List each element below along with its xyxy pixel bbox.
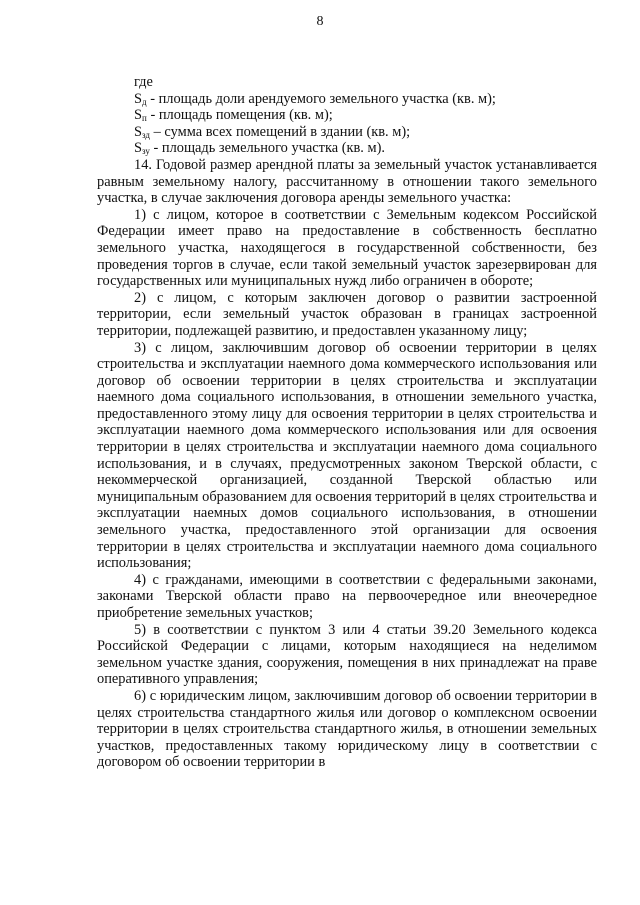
definition-symbol: S bbox=[134, 90, 143, 107]
list-item-1: 1) с лицом, которое в соответствии с Земельным кодексом Российской Федерации имеет право на предоставление в собственность бесплатно земельного участка, находящегося в государственной собственности, без проведения торгов в случае, если такой земельный участок зарезервирован для государственных или муниципальных нужд либо ограничен в обороте; bbox=[97, 206, 597, 290]
definition-text: - площадь земельного участка (кв. м). bbox=[149, 140, 385, 157]
definition-text: - площадь доли арендуемого земельного участка (кв. м); bbox=[146, 90, 496, 107]
definition-line bbox=[97, 107, 597, 124]
where-label: где bbox=[134, 74, 153, 90]
list-item-2: 2) с лицом, с которым заключен договор о развитии застроенной территории, если земельный участок образован в границах застроенной территории, подлежащей развитию, и предоставлен указанному лицу; bbox=[97, 289, 597, 339]
definition-subscript: п bbox=[142, 113, 147, 124]
list-item-6: 6) с юридическим лицом, заключившим договор об освоении территории в целях строительства стандартного жилья или договор о комплексном освоении территории в целях строительства стандартного жилья, в отношении земельных участков, предоставленных такому юридическому лицу в соответствии с договором об освоении территории в bbox=[97, 687, 597, 771]
paragraph-14: 14. Годовой размер арендной платы за земельный участок устанавливается равным земельному налогу, рассчитанному в отношении такого земельного участка, в случае заключения договора аренды земельного участка: bbox=[97, 156, 597, 207]
definition-subscript: д bbox=[142, 96, 147, 107]
document-body bbox=[97, 74, 597, 771]
list-item-3: 3) с лицом, заключившим договор об освоении территории в целях строительства и эксплуатации наемного дома коммерческого использования или договор об освоении территории в целях строительства и эксплуатации наемного дома социального использования, в отношении земельного участка, предоставленного этому лицу для освоения территории в целях строительства и эксплуатации наемного дома коммерческого использования или для освоения территории в целях строительства и эксплуатации наемного дома социального использования, и в случаях, предусмотренных законом Тверской области, с некоммерческой организацией, созданной Тверской областью или муниципальным образованием для освоения территорий в целях строительства и эксплуатации наемных домов социального использования, в отношении земельного участка, предоставленного этой организации для освоения территории в целях строительства и эксплуатации наемного дома социального использования; bbox=[97, 339, 597, 572]
definition-symbol: S bbox=[134, 140, 143, 157]
list-item-5: 5) в соответствии с пунктом 3 или 4 статьи 39.20 Земельного кодекса Российской Федерации с лицами, которым находящиеся на неделимом земельном участке здания, сооружения, помещения в них принадлежат на праве оперативного управления; bbox=[97, 621, 597, 688]
definition-symbol: S bbox=[134, 123, 143, 140]
definition-text: – сумма всех помещений в здании (кв. м); bbox=[150, 123, 411, 140]
definition-line bbox=[97, 140, 597, 157]
definition-line bbox=[97, 91, 597, 108]
definition-line bbox=[97, 124, 597, 141]
definition-subscript: зд bbox=[142, 129, 150, 140]
list-item-4: 4) с гражданами, имеющими в соответствии с федеральными законами, законами Тверской области право на первоочередное или внеочередное приобретение земельных участков; bbox=[97, 571, 597, 621]
definition-text: - площадь помещения (кв. м); bbox=[146, 107, 333, 124]
definition-subscript: зу bbox=[142, 146, 150, 157]
definition-symbol: S bbox=[134, 107, 143, 124]
page-number: 8 bbox=[316, 14, 324, 29]
